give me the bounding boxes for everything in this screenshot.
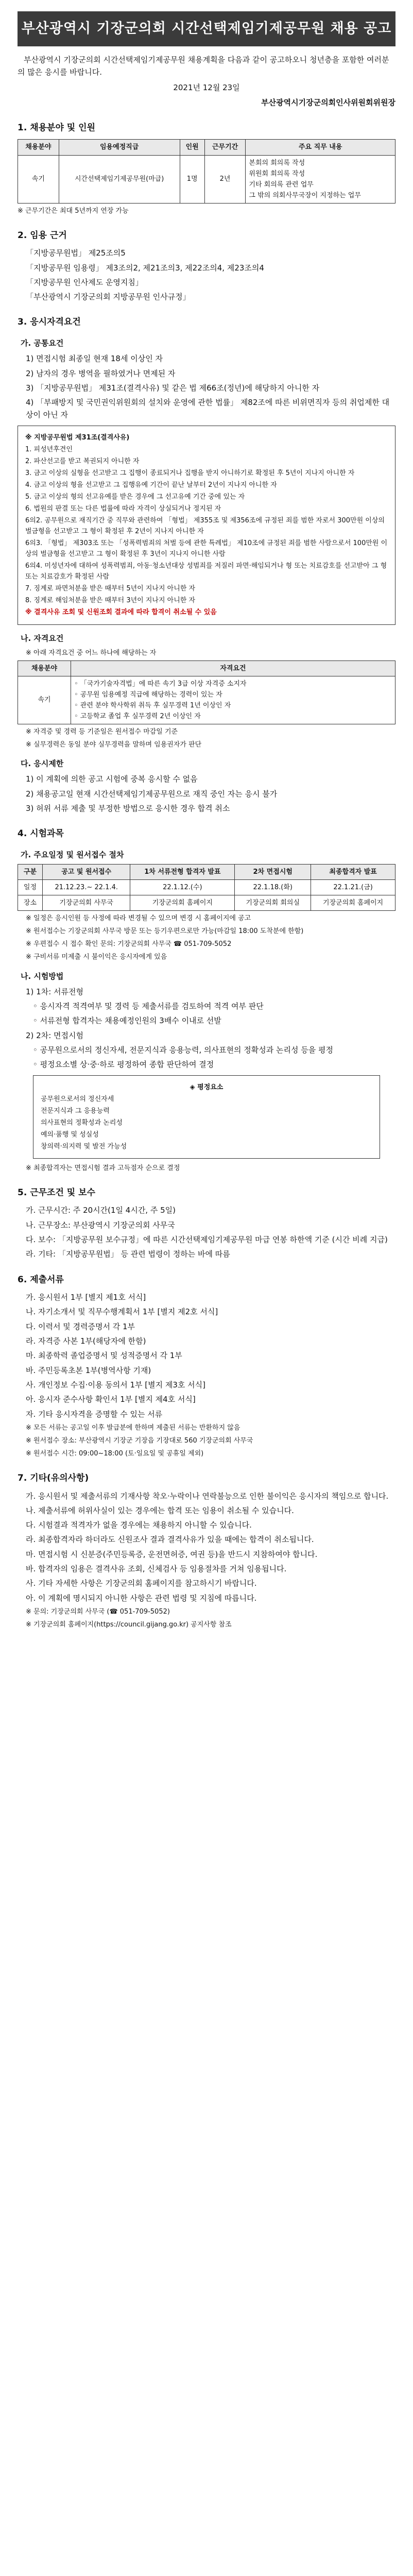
table-header: 1차 서류전형 합격자 발표 xyxy=(130,865,235,880)
table-header: 인원 xyxy=(180,140,204,155)
box-title: ※ 지방공무원법 제31조(결격사유) xyxy=(25,433,130,442)
table-cell: 기장군의회 사무국 xyxy=(42,895,130,911)
list-item: ◦ 공무원으로서의 정신자세, 전문지식과 응용능력, 의사표현의 정확성과 논리성 등을 평정 xyxy=(33,1045,333,1055)
list-item: ◦ 평정요소별 상·중·하로 평정하여 종합 판단하여 결정 xyxy=(33,1060,214,1070)
page-title: 부산광역시 기장군의회 시간선택제임기제공무원 채용 공고 xyxy=(18,11,395,46)
list-item: 2) 채용공고일 현재 시간선택제임기제공무원으로 재직 중인 자는 응시 불가 xyxy=(26,789,278,799)
table-cell: 기장군의회 홈페이지 xyxy=(311,895,395,911)
subsection-heading: 가. 공통요건 xyxy=(21,338,64,348)
list-item: ◦ 서류전형 합격자는 채용예정인원의 3배수 이내로 선발 xyxy=(33,1016,221,1026)
disqualification-box xyxy=(18,426,395,625)
section-heading-4: 4. 시험과목 xyxy=(18,828,64,839)
list-item: 3) 허위 서류 제출 및 부정한 방법으로 응시한 경우 합격 취소 xyxy=(26,804,230,814)
list-item: 다. 이력서 및 경력증명서 각 1부 xyxy=(26,1321,135,1331)
list-item: 예의·품행 및 성실성 xyxy=(41,1130,99,1139)
list-item: 「지방공무원법」 제25조의5 xyxy=(26,248,126,258)
note-text: ※ 구비서류 미제출 시 불이익은 응시자에게 있음 xyxy=(26,953,167,961)
list-item: 기타 회의록 관련 업무 xyxy=(249,180,314,189)
list-item: 3. 금고 이상의 실형을 선고받고 그 집행이 종료되거나 집행을 받지 아니하기로 확정된 후 5년이 지나지 아니한 자 xyxy=(25,469,355,477)
table-header: 임용예정직급 xyxy=(59,140,180,155)
table-cell: 일정 xyxy=(18,880,43,895)
list-item: 4. 금고 이상의 형을 선고받고 그 집행유예 기간이 끝난 날부터 2년이 지나지 아니한 자 xyxy=(25,481,277,489)
table-header: 채용분야 xyxy=(18,660,71,676)
note-text: ※ 원서접수 시간: 09:00~18:00 (토·일요일 및 공휴일 제외) xyxy=(26,1449,204,1458)
qualification-table xyxy=(18,660,395,724)
announcement-date: 2021년 12월 23일 xyxy=(173,83,240,93)
list-item: 1) 이 계획에 의한 공고 시험에 중복 응시할 수 없음 xyxy=(26,774,198,784)
subsection-heading: 다. 응시제한 xyxy=(21,759,64,769)
list-item: 1) 1차: 서류전형 xyxy=(26,987,83,996)
table-cell-duties xyxy=(246,155,395,203)
table-header: 근무기간 xyxy=(204,140,246,155)
table-cell: 기장군의회 홈페이지 xyxy=(130,895,235,911)
note-text: ※ 최종합격자는 면접시험 결과 고득점자 순으로 결정 xyxy=(26,1164,180,1172)
list-item: 바. 합격자의 임용은 결격사유 조회, 신체검사 등 임용절차를 거쳐 임용됩니다. xyxy=(26,1564,287,1574)
table-cell: 장소 xyxy=(18,895,43,911)
list-item: 아. 응시자 준수사항 확인서 1부 [별지 제4호 서식] xyxy=(26,1395,196,1404)
list-item: 라. 기타: 「지방공무원법」 등 관련 법령이 정하는 바에 따름 xyxy=(26,1249,230,1259)
list-item: 바. 주민등록초본 1부(병역사항 기재) xyxy=(26,1365,151,1375)
list-item: ◦ 관련 분야 학사학위 취득 후 실무경력 1년 이상인 자 xyxy=(74,702,231,709)
section-heading-1: 1. 채용분야 및 인원 xyxy=(18,122,95,133)
table-header: 구분 xyxy=(18,865,43,880)
subsection-heading: 가. 주요일정 및 원서접수 절차 xyxy=(21,850,124,859)
table-header: 자격요건 xyxy=(71,660,395,676)
table-cell: 속기 xyxy=(18,155,59,203)
note-text: ※ 실무경력은 동일 분야 실무경력을 말하며 임용권자가 판단 xyxy=(26,741,202,749)
note-text: ※ 모든 서류는 공고일 이후 발급분에 한하며 제출된 서류는 반환하지 않음 xyxy=(26,1423,240,1432)
list-item: 가. 응시원서 및 제출서류의 기재사항 착오·누락이나 연락불능으로 인한 불이익은 응시자의 책임으로 합니다. xyxy=(26,1491,389,1501)
list-item: 가. 근무시간: 주 20시간(1일 4시간, 주 5일) xyxy=(26,1206,176,1215)
list-item: 다. 보수: 「지방공무원 보수규정」에 따른 시간선택제임기제공무원 마급 연봉 하한액 기준 (시간 비례 지급) xyxy=(26,1235,388,1245)
note-text: ※ 우편접수 시 접수 확인 문의: 기장군의회 사무국 ☎ 051-709-5052 xyxy=(26,940,232,948)
section-heading-2: 2. 임용 근거 xyxy=(18,230,67,241)
note-text: ※ 원서접수는 기장군의회 사무국 방문 또는 등기우편으로만 가능(마감일 18:00 도착분에 한함) xyxy=(26,927,304,936)
list-item: ◦ 고등학교 졸업 후 실무경력 2년 이상인 자 xyxy=(74,713,201,721)
evaluation-box xyxy=(33,1075,380,1159)
list-item: 마. 최종학력 졸업증명서 및 성적증명서 각 1부 xyxy=(26,1351,182,1361)
table-header: 최종합격자 발표 xyxy=(311,865,395,880)
section-heading-7: 7. 기타(유의사항) xyxy=(18,1473,89,1483)
list-item: 마. 면접시험 시 신분증(주민등록증, 운전면허증, 여권 등)을 반드시 지참하여야 합니다. xyxy=(26,1549,318,1559)
table-cell: 시간선택제임기제공무원(마급) xyxy=(59,155,180,203)
list-item: 그 밖의 의회사무국장이 지정하는 업무 xyxy=(249,191,361,199)
schedule-table xyxy=(18,864,395,911)
list-item: 본회의 회의록 작성 xyxy=(249,159,305,167)
list-item: 8. 징계로 해임처분을 받은 때부터 3년이 지나지 아니한 자 xyxy=(25,597,196,605)
list-item: 사. 기타 자세한 사항은 기장군의회 홈페이지를 참고하시기 바랍니다. xyxy=(26,1579,257,1588)
list-item: 아. 이 계획에 명시되지 아니한 사항은 관련 법령 및 지침에 따릅니다. xyxy=(26,1593,257,1603)
intro-text: 부산광역시 기장군의회 시간선택제임기제공무원 채용계획을 다음과 같이 공고하오니 청년층을 포함한 여러분의 많은 응시를 바랍니다. xyxy=(18,55,389,77)
table-cell: 속기 xyxy=(18,676,71,724)
list-item: 2. 파산선고를 받고 복권되지 아니한 자 xyxy=(25,457,140,465)
list-item: 「지방공무원 인사제도 운영지침」 xyxy=(26,277,143,287)
section-heading-3: 3. 응시자격요건 xyxy=(18,317,81,328)
list-item: 위원회 회의록 작성 xyxy=(249,170,305,178)
list-item: 나. 근무장소: 부산광역시 기장군의회 사무국 xyxy=(26,1220,175,1230)
website-link[interactable]: ※ 기장군의회 홈페이지(https://council.gijang.go.kr) 공지사항 참조 xyxy=(26,1620,232,1629)
note-text: ※ 자격증 및 경력 등 기준일은 원서접수 마감일 기준 xyxy=(26,728,178,736)
list-item: 전문지식과 그 응용능력 xyxy=(41,1107,110,1115)
list-item: 1. 피성년후견인 xyxy=(25,445,73,453)
table-cell-requirements xyxy=(71,676,395,724)
list-item: 라. 최종합격자라 하더라도 신원조사 결과 결격사유가 있을 때에는 합격이 취소됩니다. xyxy=(26,1535,314,1545)
table-cell: 22.1.12.(수) xyxy=(130,880,235,895)
list-item: 7. 징계로 파면처분을 받은 때부터 5년이 지나지 아니한 자 xyxy=(25,585,196,593)
list-item: 5. 금고 이상의 형의 선고유예를 받은 경우에 그 선고유예 기간 중에 있는 자 xyxy=(25,493,245,501)
table-cell: 1명 xyxy=(180,155,204,203)
table-cell: 2년 xyxy=(204,155,246,203)
list-item: 2) 남자의 경우 병역을 필하였거나 면제된 자 xyxy=(26,368,176,378)
list-item: ◦ 응시자격 적격여부 및 경력 등 제출서류를 검토하여 적격 여부 판단 xyxy=(33,1002,264,1011)
section-heading-6: 6. 제출서류 xyxy=(18,1274,64,1285)
contact-text: ※ 문의: 기장군의회 사무국 (☎ 051-709-5052) xyxy=(26,1607,170,1616)
list-item: 라. 자격증 사본 1부(해당자에 한함) xyxy=(26,1336,146,1346)
list-item: 자. 기타 응시자격을 증명할 수 있는 서류 xyxy=(26,1409,163,1419)
list-item: 2) 2차: 면접시험 xyxy=(26,1030,83,1040)
list-item: 공무원으로서의 정신자세 xyxy=(41,1095,114,1103)
list-item: 3) 「지방공무원법」 제31조(결격사유) 및 같은 법 제66조(정년)에 해당하지 아니한 자 xyxy=(26,383,320,393)
list-item: ◦ 「국가기술자격법」에 따른 속기 3급 이상 자격증 소지자 xyxy=(74,680,247,688)
list-item: 나. 자기소개서 및 직무수행계획서 1부 [별지 제2호 서식] xyxy=(26,1307,218,1317)
list-item: 6의4. 미성년자에 대하여 성폭력범죄, 아동·청소년대상 성범죄를 저질러 파면·해임되거나 형 또는 치료감호를 선고받아 그 형 또는 치료감호가 확정된 사람 xyxy=(25,562,387,581)
table-header: 채용분야 xyxy=(18,140,59,155)
section-heading-5: 5. 근무조건 및 보수 xyxy=(18,1187,95,1198)
note-text: ※ 근무기간은 최대 5년까지 연장 가능 xyxy=(18,207,129,215)
recruitment-table xyxy=(18,139,395,203)
note-text: ※ 아래 자격요건 중 어느 하나에 해당하는 자 xyxy=(26,649,157,657)
list-item: 의사표현의 정확성과 논리성 xyxy=(41,1118,123,1127)
table-cell: 22.1.18.(화) xyxy=(235,880,311,895)
table-header: 주요 직무 내용 xyxy=(246,140,395,155)
list-item: 사. 개인정보 수집·이용 동의서 1부 [별지 제3호 서식] xyxy=(26,1380,206,1389)
list-item: ◦ 공무원 임용예정 직급에 해당하는 경력이 있는 자 xyxy=(74,690,222,699)
list-item: 6의2. 공무원으로 재직기간 중 직무와 관련하여 「형법」 제355조 및 제356조에 규정된 죄를 범한 자로서 300만원 이상의 벌금형을 선고받고 그 형이 확정된 후 2년이 지나지 아니한 자 xyxy=(25,517,385,536)
list-item: 창의력·의지력 및 발전 가능성 xyxy=(41,1142,127,1150)
note-text: ※ 일정은 응시인원 등 사정에 따라 변경될 수 있으며 변경 시 홈페이지에 공고 xyxy=(26,914,251,923)
subsection-heading: 나. 자격요건 xyxy=(21,633,64,643)
table-cell: 21.12.23.~ 22.1.4. xyxy=(42,880,130,895)
table-cell: 22.1.21.(금) xyxy=(311,880,395,895)
list-item: 「지방공무원 임용령」 제3조의2, 제21조의3, 제22조의4, 제23조의4 xyxy=(26,263,264,273)
table-header: 2차 면접시험 xyxy=(235,865,311,880)
table-header: 공고 및 원서접수 xyxy=(42,865,130,880)
list-item: 4) 「부패방지 및 국민권익위원회의 설치와 운영에 관한 법률」 제82조에 따른 비위면직자 등의 취업제한 대상이 아닌 자 xyxy=(26,398,390,420)
warning-text: ※ 결격사유 조회 및 신원조회 결과에 따라 합격이 취소될 수 있음 xyxy=(25,608,217,617)
list-item: 다. 시험결과 적격자가 없을 경우에는 채용하지 아니할 수 있습니다. xyxy=(26,1520,252,1530)
list-item: 나. 제출서류에 허위사실이 있는 경우에는 합격 또는 임용이 취소될 수 있습니다. xyxy=(26,1505,294,1515)
list-item: 가. 응시원서 1부 [별지 제1호 서식] xyxy=(26,1293,146,1302)
table-cell: 기장군의회 회의실 xyxy=(235,895,311,911)
note-text: ※ 원서접수 장소: 부산광역시 기장군 기장읍 기장대로 560 기장군의회 사무국 xyxy=(26,1436,253,1445)
list-item: 6의3. 「형법」 제303조 또는 「성폭력범죄의 처벌 등에 관한 특례법」 제10조에 규정된 죄를 범한 사람으로서 100만원 이상의 벌금형을 선고받고 그 형이 확정된 후 3년이 지나지 아니한 사람 xyxy=(25,539,388,558)
box-title: ◈ 평정요소 xyxy=(190,1083,223,1091)
list-item: 6. 법원의 판결 또는 다른 법률에 따라 자격이 상실되거나 정지된 자 xyxy=(25,505,221,513)
subsection-heading: 나. 시험방법 xyxy=(21,971,64,981)
list-item: 1) 면접시험 최종일 현재 18세 이상인 자 xyxy=(26,354,163,364)
list-item: 「부산광역시 기장군의회 지방공무원 인사규정」 xyxy=(26,292,191,302)
issuing-organization: 부산광역시기장군의회인사위원회위원장 xyxy=(261,97,395,107)
